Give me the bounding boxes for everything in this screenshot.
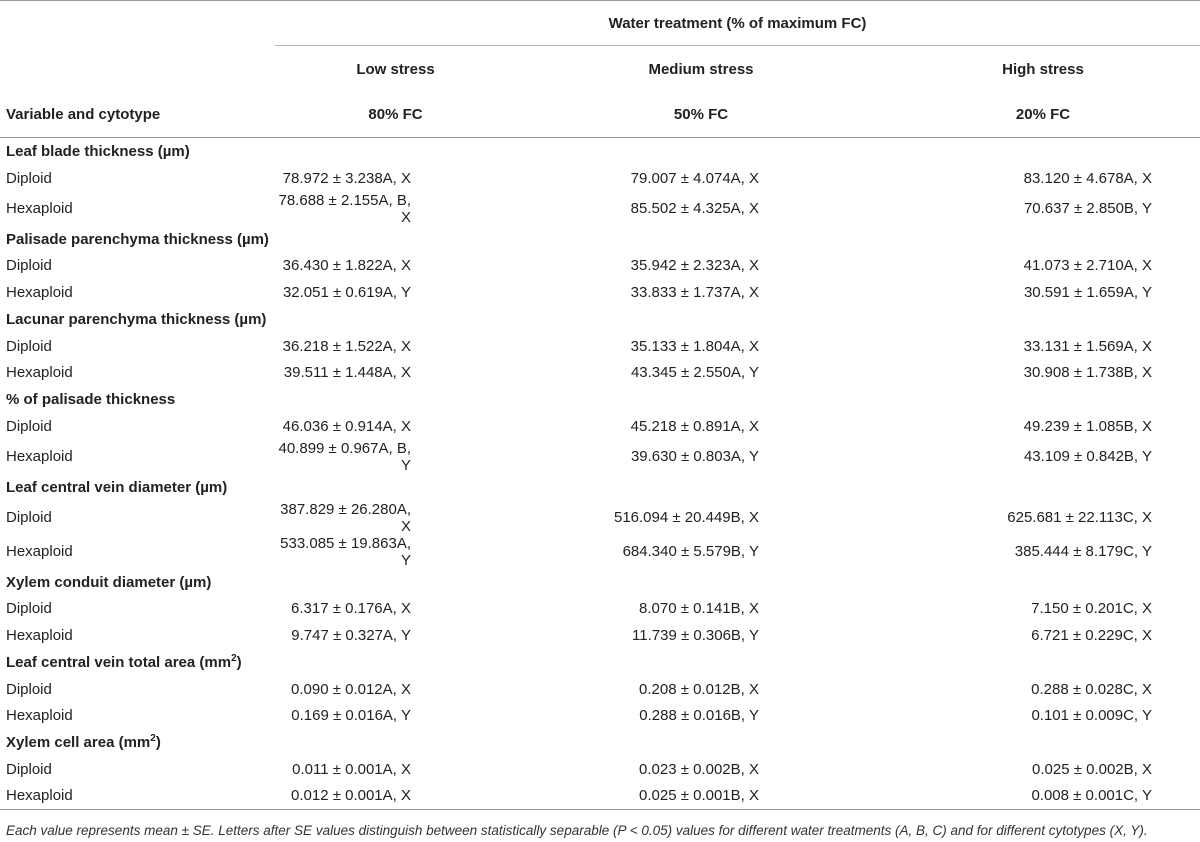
cytotype-label: Hexaploid (6, 543, 73, 561)
header-high-stress: High stress (886, 46, 1200, 93)
cytotype-label: Diploid (6, 509, 52, 527)
cytotype-label: Hexaploid (0, 783, 275, 810)
group-title (0, 649, 1200, 676)
group-title (0, 474, 1200, 501)
table-row (0, 333, 1200, 360)
value-cell: 516.094 ± 20.449B, X (613, 509, 759, 527)
header-row-label: Variable and cytotype (0, 92, 275, 138)
value-cell: 33.833 ± 1.737A, X (630, 283, 759, 301)
value-cell: 0.208 ± 0.012B, X (639, 680, 759, 698)
group-row (0, 729, 1200, 756)
value-cell: 30.908 ± 1.738B, X (1023, 364, 1152, 382)
group-title (0, 226, 1200, 253)
value-cell: 385.444 ± 8.179C, Y (1014, 543, 1152, 561)
cytotype-label: Hexaploid (6, 283, 73, 301)
table-row (0, 165, 1200, 192)
cytotype-label: Hexaploid (6, 626, 73, 644)
group-row (0, 386, 1200, 413)
value-cell: 36.430 ± 1.822A, X (282, 257, 411, 275)
value-cell: 7.150 ± 0.201C, X (1031, 600, 1152, 618)
table-row (0, 279, 1200, 306)
value-cell: 78.972 ± 3.238A, X (282, 169, 411, 187)
cytotype-label: Diploid (6, 760, 52, 778)
value-cell: 625.681 ± 22.113C, X (1007, 509, 1152, 527)
value-cell: 30.591 ± 1.659A, Y (1023, 283, 1152, 301)
value-cell: 0.011 ± 0.001A, X (292, 760, 411, 778)
unit-superscript: 2 (231, 652, 237, 664)
cytotype-label: Diploid (6, 257, 52, 275)
group-title (0, 729, 1200, 756)
cytotype-label: Diploid (6, 169, 52, 187)
value-cell: 0.025 ± 0.001B, X (516, 783, 886, 810)
group-title-text: % of palisade thickness (6, 390, 176, 408)
table-row (0, 413, 1200, 440)
header-super: Water treatment (% of maximum FC) (608, 14, 867, 32)
value-cell: 83.120 ± 4.678A, X (1023, 169, 1152, 187)
value-cell: 684.340 ± 5.579B, Y (622, 543, 759, 561)
value-cell: 41.073 ± 2.710A, X (1023, 257, 1152, 275)
group-row (0, 569, 1200, 596)
table-row (0, 501, 1200, 535)
header-fc-20: 20% FC (886, 92, 1200, 138)
value-cell: 46.036 ± 0.914A, X (282, 417, 411, 435)
value-cell: 33.131 ± 1.569A, X (1023, 337, 1152, 355)
value-cell: 533.085 ± 19.863A, Y (280, 534, 411, 569)
table-header (0, 1, 1200, 138)
table-row (0, 535, 1200, 569)
table-row (0, 253, 1200, 280)
group-title-text: Leaf blade thickness (µm) (6, 143, 190, 160)
header-fc-50: 50% FC (516, 92, 886, 138)
value-cell: 40.899 ± 0.967A, B, Y (278, 439, 411, 474)
cytotype-label: Hexaploid (6, 364, 73, 382)
cytotype-label: Diploid (6, 680, 52, 698)
value-cell: 49.239 ± 1.085B, X (1023, 417, 1152, 435)
table-row (0, 192, 1200, 226)
value-cell: 0.169 ± 0.016A, Y (291, 707, 411, 725)
cytotype-label: Hexaploid (6, 707, 73, 725)
value-cell: 0.012 ± 0.001A, X (275, 783, 516, 810)
value-cell: 39.630 ± 0.803A, Y (630, 448, 759, 466)
value-cell: 32.051 ± 0.619A, Y (282, 283, 411, 301)
group-title (0, 386, 1200, 413)
cytotype-label: Diploid (6, 417, 52, 435)
value-cell: 0.288 ± 0.016B, Y (639, 707, 759, 725)
value-cell: 6.721 ± 0.229C, X (1031, 626, 1152, 644)
data-table (0, 1, 1200, 810)
value-cell: 6.317 ± 0.176A, X (291, 600, 411, 618)
group-row (0, 306, 1200, 333)
table-row (0, 676, 1200, 703)
value-cell: 78.688 ± 2.155A, B, X (278, 191, 411, 226)
group-row (0, 649, 1200, 676)
group-title-text: Xylem conduit diameter (µm) (6, 573, 212, 591)
value-cell: 0.023 ± 0.002B, X (639, 760, 759, 778)
table-row (0, 756, 1200, 783)
value-cell: 0.090 ± 0.012A, X (291, 680, 411, 698)
cytotype-label: Diploid (6, 600, 52, 618)
value-cell: 35.942 ± 2.323A, X (630, 257, 759, 275)
value-cell: 9.747 ± 0.327A, Y (291, 626, 411, 644)
table-row (0, 596, 1200, 623)
table-footnote: Each value represents mean ± SE. Letters after SE values distinguish between statistically separable (P < 0.05) values for different water treatments (A, B, C) and for different cytotypes (X, Y). (6, 823, 1148, 839)
header-low-stress: Low stress (275, 46, 516, 93)
group-title-text: Xylem cell area (mm (6, 733, 151, 751)
table-row (0, 702, 1200, 729)
cytotype-label: Hexaploid (6, 200, 73, 218)
cytotype-label: Hexaploid (6, 448, 73, 466)
table-row (0, 783, 1200, 810)
table-row (0, 622, 1200, 649)
group-title-end: ) (155, 733, 161, 751)
group-title-text: Leaf central vein diameter (µm) (6, 478, 228, 496)
value-cell: 79.007 ± 4.074A, X (630, 169, 759, 187)
value-cell: 0.025 ± 0.002B, X (1032, 760, 1152, 778)
header-fc-80: 80% FC (275, 92, 516, 138)
group-row (0, 226, 1200, 253)
table-row (0, 440, 1200, 474)
value-cell: 0.101 ± 0.009C, Y (1031, 707, 1152, 725)
group-title-text: Palisade parenchyma thickness (µm) (6, 230, 269, 248)
value-cell: 45.218 ± 0.891A, X (630, 417, 759, 435)
value-cell: 39.511 ± 1.448A, X (283, 364, 411, 382)
table-body (0, 138, 1200, 810)
group-title (0, 306, 1200, 333)
group-row (0, 138, 1200, 166)
value-cell: 0.288 ± 0.028C, X (1031, 680, 1152, 698)
value-cell: 43.345 ± 2.550A, Y (630, 364, 759, 382)
value-cell: 85.502 ± 4.325A, X (630, 200, 759, 218)
value-cell: 0.008 ± 0.001C, Y (886, 783, 1200, 810)
value-cell: 36.218 ± 1.522A, X (282, 337, 411, 355)
value-cell: 35.133 ± 1.804A, X (630, 337, 759, 355)
cytotype-label: Diploid (6, 337, 52, 355)
value-cell: 43.109 ± 0.842B, Y (1023, 448, 1152, 466)
value-cell: 70.637 ± 2.850B, Y (1023, 200, 1152, 218)
value-cell: 11.739 ± 0.306B, Y (632, 626, 759, 644)
unit-superscript: 2 (150, 732, 156, 744)
group-title (0, 569, 1200, 596)
group-title-end: ) (236, 653, 242, 671)
header-medium-stress: Medium stress (516, 46, 886, 93)
table-row (0, 359, 1200, 386)
group-row (0, 474, 1200, 501)
value-cell: 8.070 ± 0.141B, X (639, 600, 759, 618)
group-title-text: Leaf central vein total area (mm (6, 653, 232, 671)
value-cell: 387.829 ± 26.280A, X (280, 500, 411, 535)
group-title (0, 138, 1200, 166)
group-title-text: Lacunar parenchyma thickness (µm) (6, 310, 267, 328)
